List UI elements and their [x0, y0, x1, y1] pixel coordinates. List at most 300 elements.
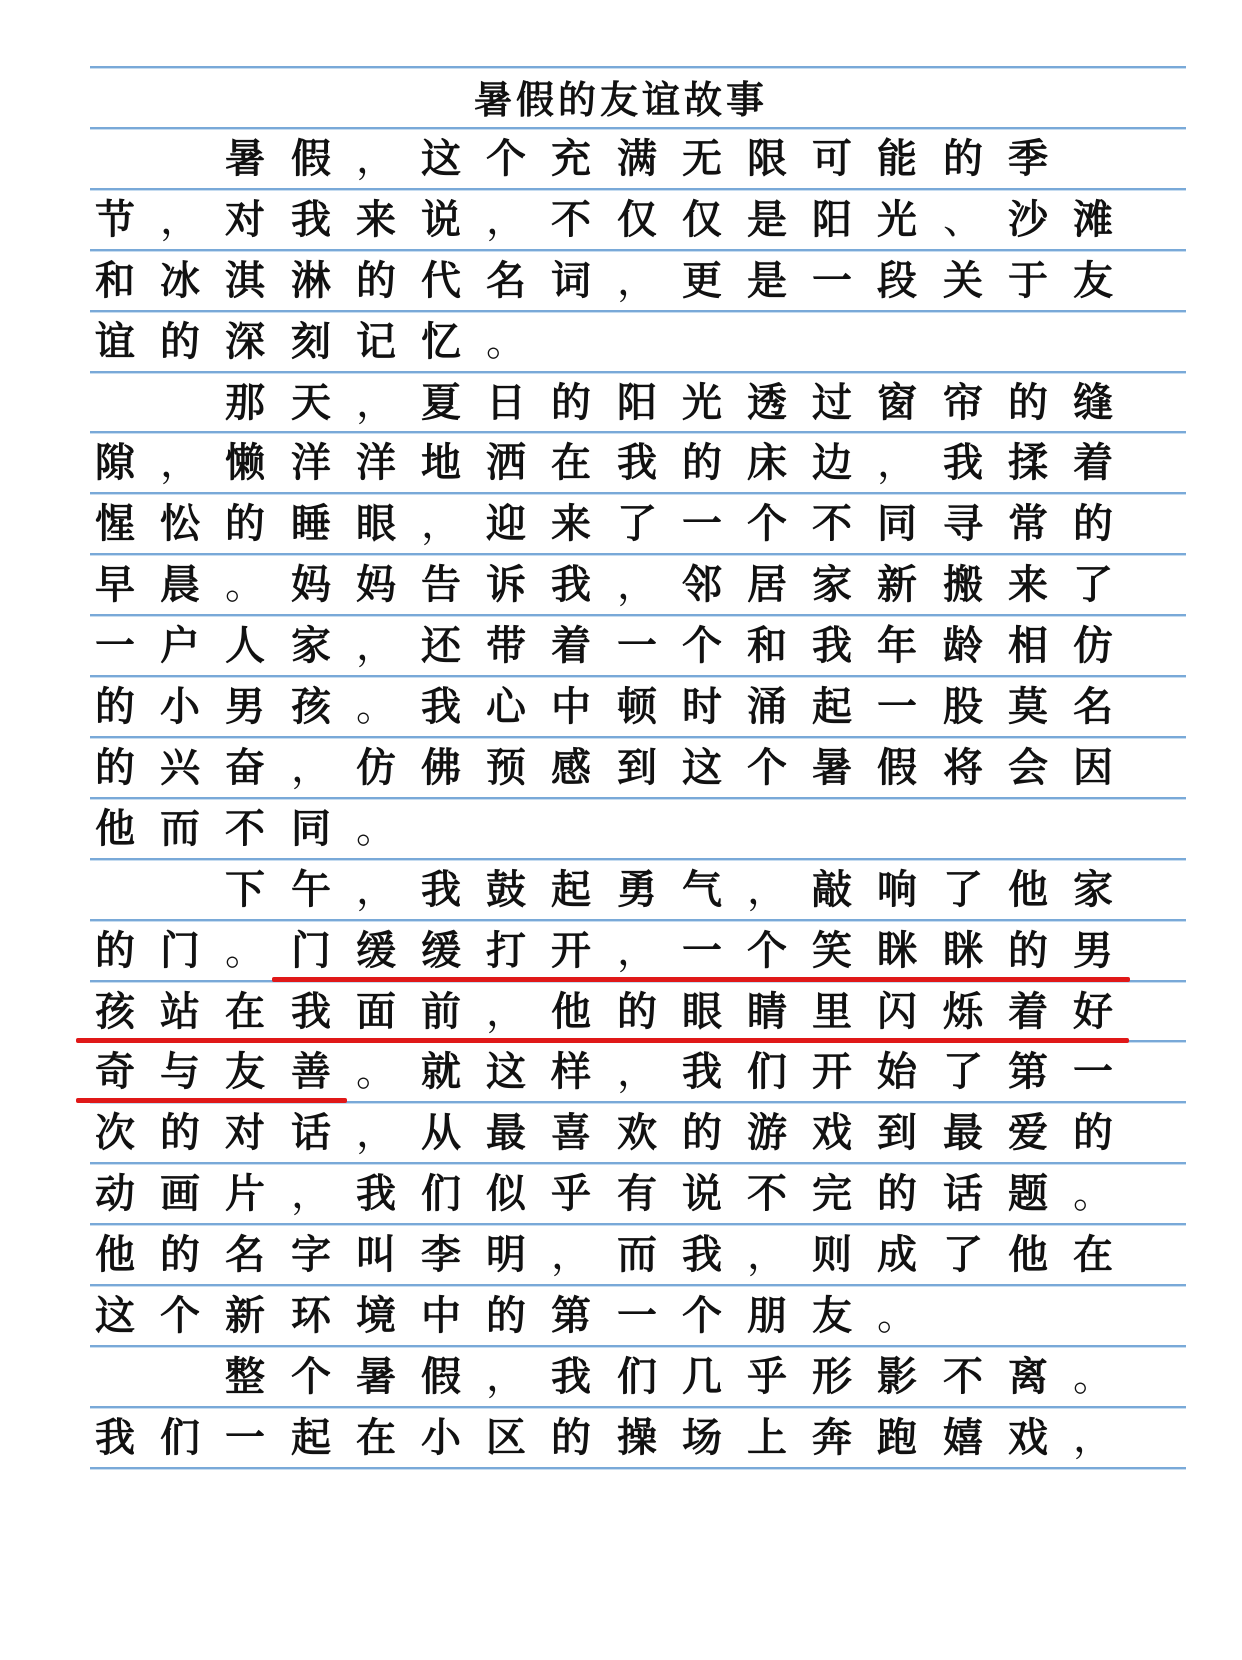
character: 洋 [356, 439, 396, 486]
ruled-line [90, 431, 1186, 433]
ruled-line [90, 675, 1186, 677]
character: 奇 [95, 1048, 135, 1095]
character: 会 [1008, 744, 1048, 791]
punctuation: 。 [356, 1049, 396, 1095]
character: 游 [747, 1109, 787, 1156]
character: 暑 [356, 1353, 396, 1400]
character: 笑 [812, 927, 852, 974]
character: 刻 [291, 318, 331, 365]
text-line [80, 190, 1180, 254]
character: 的 [160, 1231, 200, 1278]
character: 题 [1008, 1170, 1048, 1217]
character: 搬 [943, 561, 983, 608]
character: 淋 [291, 257, 331, 304]
character: 他 [1008, 866, 1048, 913]
character: 环 [291, 1292, 331, 1339]
character: 门 [160, 927, 200, 974]
character: 对 [225, 1109, 265, 1156]
character: 寻 [943, 500, 983, 547]
punctuation: ， [291, 745, 331, 791]
character: 的 [551, 1414, 591, 1461]
punctuation: ， [421, 501, 461, 547]
character: 里 [812, 988, 852, 1035]
character: 成 [877, 1231, 917, 1278]
character: 将 [943, 744, 983, 791]
character: 我 [812, 622, 852, 669]
ruled-line [90, 1223, 1186, 1225]
punctuation: 。 [225, 562, 265, 608]
ruled-line [90, 919, 1186, 921]
character: 的 [551, 379, 591, 426]
character: 片 [225, 1170, 265, 1217]
character: 沙 [1008, 196, 1048, 243]
character: 仿 [356, 744, 396, 791]
character: 暑 [812, 744, 852, 791]
character: 李 [421, 1231, 461, 1278]
character: 不 [551, 196, 591, 243]
character: 淇 [225, 257, 265, 304]
character: 眯 [943, 927, 983, 974]
character: 跑 [877, 1414, 917, 1461]
character: 嬉 [943, 1414, 983, 1461]
character: 的 [486, 1292, 526, 1339]
character: 揉 [1008, 439, 1048, 486]
character: 到 [877, 1109, 917, 1156]
character: 帘 [943, 379, 983, 426]
character: 到 [617, 744, 657, 791]
character: 勇 [617, 866, 657, 913]
character: 个 [160, 1292, 200, 1339]
character: 假 [877, 744, 917, 791]
character: 因 [1073, 744, 1113, 791]
character: 缓 [356, 927, 396, 974]
character: 着 [551, 622, 591, 669]
character: 个 [682, 622, 722, 669]
ruled-line [90, 310, 1186, 312]
punctuation: ， [486, 197, 526, 243]
character: 阳 [617, 379, 657, 426]
character: 个 [291, 1353, 331, 1400]
text-line [80, 312, 1180, 376]
character: 顿 [617, 683, 657, 730]
character: 和 [95, 257, 135, 304]
character: 新 [225, 1292, 265, 1339]
character: 迎 [486, 500, 526, 547]
text-line [80, 982, 1180, 1046]
character: 人 [225, 622, 265, 669]
punctuation: ， [356, 867, 396, 913]
character: 眯 [877, 927, 917, 974]
character: 打 [486, 927, 526, 974]
character: 而 [160, 805, 200, 852]
character: 满 [617, 135, 657, 182]
ruled-line [90, 614, 1186, 616]
character: 于 [1008, 257, 1048, 304]
character: 我 [95, 1414, 135, 1461]
character: 奔 [812, 1414, 852, 1461]
ruled-line [90, 492, 1186, 494]
character: 我 [291, 196, 331, 243]
text-line [80, 433, 1180, 497]
character: 喜 [551, 1109, 591, 1156]
character: 中 [551, 683, 591, 730]
character: 我 [682, 1231, 722, 1278]
character: 小 [421, 1414, 461, 1461]
character: 同 [291, 805, 331, 852]
character: 常 [1008, 500, 1048, 547]
punctuation: ， [160, 440, 200, 486]
character: 眼 [682, 988, 722, 1035]
character: 早 [95, 561, 135, 608]
character: 暑 [225, 135, 265, 182]
character: 第 [551, 1292, 591, 1339]
punctuation: ， [747, 867, 787, 913]
character: 离 [1008, 1353, 1048, 1400]
character: 小 [160, 683, 200, 730]
character: 可 [812, 135, 852, 182]
character: 最 [943, 1109, 983, 1156]
character: 明 [486, 1231, 526, 1278]
character: 不 [943, 1353, 983, 1400]
character: 居 [747, 561, 787, 608]
text-line [80, 1164, 1180, 1228]
character: 不 [747, 1170, 787, 1217]
character: 的 [225, 500, 265, 547]
character: 季 [1008, 135, 1048, 182]
punctuation: ， [747, 1232, 787, 1278]
ruled-line [90, 1345, 1186, 1347]
character: 次 [95, 1109, 135, 1156]
character: 男 [1073, 927, 1113, 974]
character: 个 [486, 135, 526, 182]
ruled-line [90, 553, 1186, 555]
character: 友 [1073, 257, 1113, 304]
text-line [80, 921, 1180, 985]
punctuation: 。 [356, 684, 396, 730]
character: 记 [356, 318, 396, 365]
ruled-line [90, 1284, 1186, 1286]
character: 与 [160, 1048, 200, 1095]
character: 他 [1008, 1231, 1048, 1278]
character: 是 [747, 196, 787, 243]
character: 关 [943, 257, 983, 304]
character: 孩 [95, 988, 135, 1035]
character: 地 [421, 439, 461, 486]
character: 鼓 [486, 866, 526, 913]
character: 无 [682, 135, 722, 182]
red-underline [272, 977, 1130, 982]
character: 莫 [1008, 683, 1048, 730]
character: 友 [225, 1048, 265, 1095]
punctuation: ， [877, 440, 917, 486]
character: 爱 [1008, 1109, 1048, 1156]
character: 戏 [1008, 1414, 1048, 1461]
character: 户 [160, 622, 200, 669]
character: 场 [682, 1414, 722, 1461]
character: 这 [95, 1292, 135, 1339]
ruled-line [90, 736, 1186, 738]
character: 了 [617, 500, 657, 547]
red-underline [76, 1038, 1129, 1043]
character: 那 [225, 379, 265, 426]
character: 的 [943, 135, 983, 182]
character: 戏 [812, 1109, 852, 1156]
text-line [80, 738, 1180, 802]
character: 话 [291, 1109, 331, 1156]
character: 的 [95, 683, 135, 730]
character: 同 [877, 500, 917, 547]
character: 我 [943, 439, 983, 486]
character: 着 [1008, 988, 1048, 1035]
character: 有 [617, 1170, 657, 1217]
character: 他 [95, 1231, 135, 1278]
ruled-line [90, 371, 1186, 373]
punctuation: 。 [877, 1293, 917, 1339]
text-line [80, 616, 1180, 680]
character: 面 [356, 988, 396, 1035]
character: 龄 [943, 622, 983, 669]
character: 孩 [291, 683, 331, 730]
character: 下 [225, 866, 265, 913]
character: 我 [421, 683, 461, 730]
ruled-line [90, 1406, 1186, 1408]
character: 样 [551, 1048, 591, 1095]
character: 完 [812, 1170, 852, 1217]
character: 限 [747, 135, 787, 182]
character: 善 [291, 1048, 331, 1095]
character: 境 [356, 1292, 396, 1339]
character: 洋 [291, 439, 331, 486]
character: 段 [877, 257, 917, 304]
character: 了 [1073, 561, 1113, 608]
character: 我 [551, 1353, 591, 1400]
character: 滩 [1073, 196, 1113, 243]
character: 感 [551, 744, 591, 791]
character: 一 [877, 683, 917, 730]
character: 还 [421, 622, 461, 669]
character: 窗 [877, 379, 917, 426]
character: 就 [421, 1048, 461, 1095]
character: 们 [747, 1048, 787, 1095]
character: 能 [877, 135, 917, 182]
character: 在 [356, 1414, 396, 1461]
text-line [80, 251, 1180, 315]
character: 的 [617, 988, 657, 1035]
punctuation: ， [486, 989, 526, 1035]
character: 乎 [551, 1170, 591, 1217]
punctuation: 。 [1073, 1354, 1113, 1400]
character: 这 [421, 135, 461, 182]
punctuation: 。 [1073, 1171, 1113, 1217]
character: 冰 [160, 257, 200, 304]
character: 则 [812, 1231, 852, 1278]
punctuation: ， [356, 623, 396, 669]
character: 奋 [225, 744, 265, 791]
text-line [80, 1103, 1180, 1167]
character: 在 [225, 988, 265, 1035]
character: 操 [617, 1414, 657, 1461]
character: 预 [486, 744, 526, 791]
character: 邻 [682, 561, 722, 608]
punctuation: ， [617, 562, 657, 608]
character: 气 [682, 866, 722, 913]
character: 隙 [95, 439, 135, 486]
character: 几 [682, 1353, 722, 1400]
character: 我 [421, 866, 461, 913]
character: 的 [682, 1109, 722, 1156]
character: 假 [421, 1353, 461, 1400]
character: 们 [617, 1353, 657, 1400]
character: 个 [747, 500, 787, 547]
character: 的 [95, 744, 135, 791]
character: 一 [682, 927, 722, 974]
character: 一 [1073, 1048, 1113, 1095]
character: 站 [160, 988, 200, 1035]
character: 始 [877, 1048, 917, 1095]
text-line [80, 1286, 1180, 1350]
character: 了 [943, 1048, 983, 1095]
text-line [80, 555, 1180, 619]
character: 光 [682, 379, 722, 426]
character: 忆 [421, 318, 461, 365]
character: 日 [486, 379, 526, 426]
character: 友 [812, 1292, 852, 1339]
text-line [80, 1042, 1180, 1106]
ruled-line [90, 858, 1186, 860]
text-line [80, 677, 1180, 741]
character: 诉 [486, 561, 526, 608]
character: 妈 [291, 561, 331, 608]
character: 我 [617, 439, 657, 486]
character: 开 [812, 1048, 852, 1095]
character: 一 [95, 622, 135, 669]
character: 最 [486, 1109, 526, 1156]
character: 懒 [225, 439, 265, 486]
ruled-line [90, 66, 1186, 68]
character: 在 [551, 439, 591, 486]
character: 更 [682, 257, 722, 304]
punctuation: 。 [225, 928, 265, 974]
character: 仿 [1073, 622, 1113, 669]
character: 我 [551, 561, 591, 608]
text-line [80, 799, 1180, 863]
character: 洒 [486, 439, 526, 486]
character: 的 [1008, 927, 1048, 974]
character: 对 [225, 196, 265, 243]
text-line [80, 1347, 1180, 1411]
character: 边 [812, 439, 852, 486]
character: 天 [291, 379, 331, 426]
character: 仅 [617, 196, 657, 243]
character: 来 [551, 500, 591, 547]
character: 中 [421, 1292, 461, 1339]
character: 阳 [812, 196, 852, 243]
character: 在 [1073, 1231, 1113, 1278]
character: 眼 [356, 500, 396, 547]
character: 影 [877, 1353, 917, 1400]
character: 敲 [812, 866, 852, 913]
character: 深 [225, 318, 265, 365]
character: 说 [421, 196, 461, 243]
character: 涌 [747, 683, 787, 730]
character: 床 [747, 439, 787, 486]
punctuation: ， [356, 136, 396, 182]
punctuation: ， [617, 1049, 657, 1095]
character: 带 [486, 622, 526, 669]
character: 似 [486, 1170, 526, 1217]
character: 的 [877, 1170, 917, 1217]
punctuation: ， [356, 380, 396, 426]
character: 们 [160, 1414, 200, 1461]
character: 朋 [747, 1292, 787, 1339]
character: 夏 [421, 379, 461, 426]
character: 假 [291, 135, 331, 182]
character: 我 [291, 988, 331, 1035]
character: 开 [551, 927, 591, 974]
text-line [80, 129, 1180, 193]
character: 是 [747, 257, 787, 304]
character: 第 [1008, 1048, 1048, 1095]
punctuation: ， [617, 258, 657, 304]
character: 来 [356, 196, 396, 243]
red-underline [76, 1098, 347, 1103]
character: 不 [812, 500, 852, 547]
character: 午 [291, 866, 331, 913]
character: 的 [1073, 500, 1113, 547]
character: 佛 [421, 744, 461, 791]
character: 缓 [421, 927, 461, 974]
punctuation: ， [551, 1232, 591, 1278]
character: 忪 [160, 500, 200, 547]
character: 字 [291, 1231, 331, 1278]
text-line [80, 494, 1180, 558]
character: 词 [551, 257, 591, 304]
character: 男 [225, 683, 265, 730]
punctuation: 。 [356, 806, 396, 852]
character: 我 [356, 1170, 396, 1217]
character: 名 [1073, 683, 1113, 730]
character: 乎 [747, 1353, 787, 1400]
character: 起 [812, 683, 852, 730]
character: 烁 [943, 988, 983, 1035]
punctuation: ， [356, 1110, 396, 1156]
character: 的 [682, 439, 722, 486]
character: 兴 [160, 744, 200, 791]
punctuation: ， [486, 1354, 526, 1400]
character: 家 [812, 561, 852, 608]
character: 充 [551, 135, 591, 182]
character: 了 [943, 1231, 983, 1278]
character: 节 [95, 196, 135, 243]
character: 了 [943, 866, 983, 913]
ruled-line [90, 1162, 1186, 1164]
character: 一 [682, 500, 722, 547]
punctuation: 、 [943, 197, 983, 243]
character: 新 [877, 561, 917, 608]
character: 不 [225, 805, 265, 852]
character: 年 [877, 622, 917, 669]
character: 而 [617, 1231, 657, 1278]
character: 和 [747, 622, 787, 669]
ruled-line [90, 249, 1186, 251]
character: 睡 [291, 500, 331, 547]
character: 的 [160, 318, 200, 365]
character: 这 [486, 1048, 526, 1095]
character: 一 [225, 1414, 265, 1461]
character: 的 [1008, 379, 1048, 426]
character: 的 [160, 1109, 200, 1156]
ruled-line [90, 1467, 1186, 1469]
